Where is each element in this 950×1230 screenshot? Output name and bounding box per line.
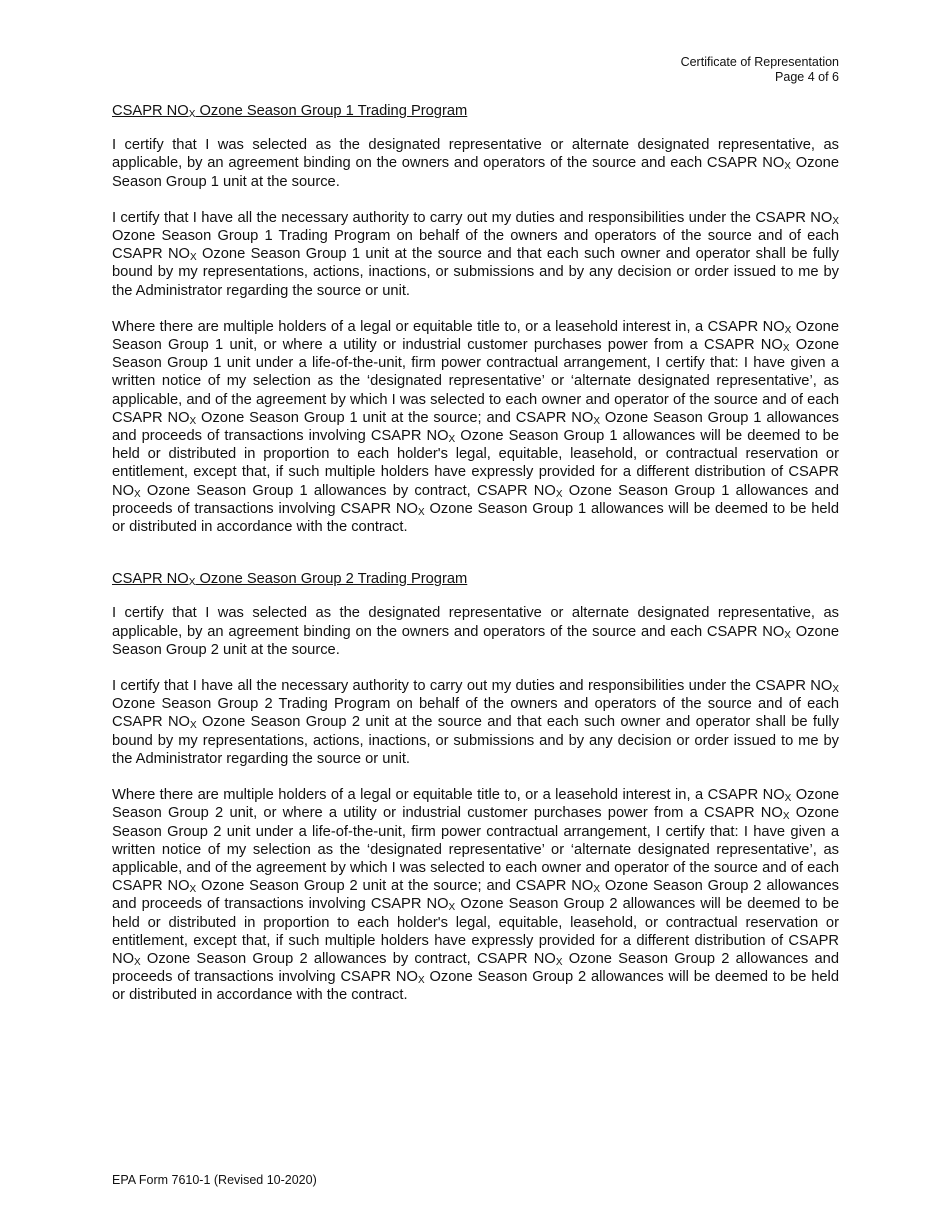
section-heading: CSAPR $NO_X$ Ozone Season Group 1 Trading Program — [112, 103, 468, 120]
document-title: Certificate of Representation — [680, 55, 839, 69]
paragraph-selection-certification: I certify that I was selected as the designated representative or alternate designated representative, as applicable, by an agreement binding on the owners and operators of the source and each CSAPR $NO_X$ Ozone Season Group 1 unit at the source. — [112, 137, 839, 190]
paragraph-authority-certification: I certify that I have all the necessary authority to carry out my duties and responsibilities under the CSAPR $NO_X$ Ozone Season Group 1 Trading Program on behalf of the owners and operators of the source and of each CSAPR $NO_X$ Ozone Season Group 1 unit at the source and that each such owner and operator shall be fully bound by my representations, actions, inactions, or submissions and by any decision or order issued to me by the Administrator regarding the source or unit. — [112, 209, 840, 299]
paragraph-selection-certification: I certify that I was selected as the designated representative or alternate designated representative, as applicable, by an agreement binding on the owners and operators of the source and each CSAPR $NO_X$ Ozone Season Group 2 unit at the source. — [112, 605, 839, 658]
section-group-1 — [112, 102, 839, 536]
page-header — [681, 55, 839, 84]
section-heading: CSAPR $NO_X$ Ozone Season Group 2 Trading Program — [112, 571, 468, 589]
paragraph-multiple-holders: Where there are multiple holders of a legal or equitable title to, or a leasehold interest in, a CSAPR $NO_X$ Ozone Season Group 2 unit, or where a utility or industrial customer purchases power from a CSAPR $NO_X$ Ozone Season Group 2 unit under a life-of-the-unit, firm power contractual arrangement, I certify that: I have given a written notice of my selection as the ‘designated representative’ or ‘alternate designated representative’, as applicable, and of the agreement by which I was selected to each owner and operator of the source and of each CSAPR $NO_X$ Ozone Season Group 2 unit at the source; and CSAPR $NO_X$ Ozone Season Group 2 allowances and proceeds of transactions involving CSAPR $NO_X$ Ozone Season Group 2 allowances will be deemed to be held or distributed in proportion to each holder's legal, equitable, leasehold, or contractual reservation or entitlement, except that, if such multiple holders have expressly provided for a different distribution of CSAPR $NO_X$ Ozone Season Group 2 allowances by contract, CSAPR $NO_X$ Ozone Season Group 2 allowances and proceeds of transactions involving CSAPR $NO_X$ Ozone Season Group 2 allowances will be deemed to be held or distributed in accordance with the contract. — [112, 787, 840, 1004]
page-number: Page 4 of 6 — [775, 69, 839, 84]
paragraph-authority-certification: I certify that I have all the necessary authority to carry out my duties and responsibilities under the CSAPR $NO_X$ Ozone Season Group 2 Trading Program on behalf of the owners and operators of the source and of each CSAPR $NO_X$ Ozone Season Group 2 unit at the source and that each such owner and operator shall be fully bound by my representations, actions, inactions, or submissions and by any decision or order issued to me by the Administrator regarding the source or unit. — [112, 678, 840, 767]
paragraph-multiple-holders: Where there are multiple holders of a legal or equitable title to, or a leasehold interest in, a CSAPR $NO_X$ Ozone Season Group 1 unit, or where a utility or industrial customer purchases power from a CSAPR $NO_X$ Ozone Season Group 1 unit under a life-of-the-unit, firm power contractual arrangement, I certify that: I have given a written notice of my selection as the ‘designated representative’ or ‘alternate designated representative’, as applicable, and of the agreement by which I was selected to each owner and operator of the source and of each CSAPR $NO_X$ Ozone Season Group 1 unit at the source; and CSAPR $NO_X$ Ozone Season Group 1 allowances and proceeds of transactions involving CSAPR $NO_X$ Ozone Season Group 1 allowances will be deemed to be held or distributed in proportion to each holder's legal, equitable, leasehold, or contractual reservation or entitlement, except that, if such multiple holders have expressly provided for a different distribution of CSAPR $NO_X$ Ozone Season Group 1 allowances by contract, CSAPR $NO_X$ Ozone Season Group 1 allowances and proceeds of transactions involving CSAPR $NO_X$ Ozone Season Group 1 allowances will be deemed to be held or distributed in accordance with the contract. — [112, 318, 840, 536]
section-divider — [112, 554, 839, 570]
section-group-2 — [112, 570, 839, 1004]
page-footer — [112, 1173, 317, 1188]
document-body — [112, 102, 839, 1023]
form-identifier: EPA Form 7610-1 (Revised 10-2020) — [112, 1173, 317, 1187]
